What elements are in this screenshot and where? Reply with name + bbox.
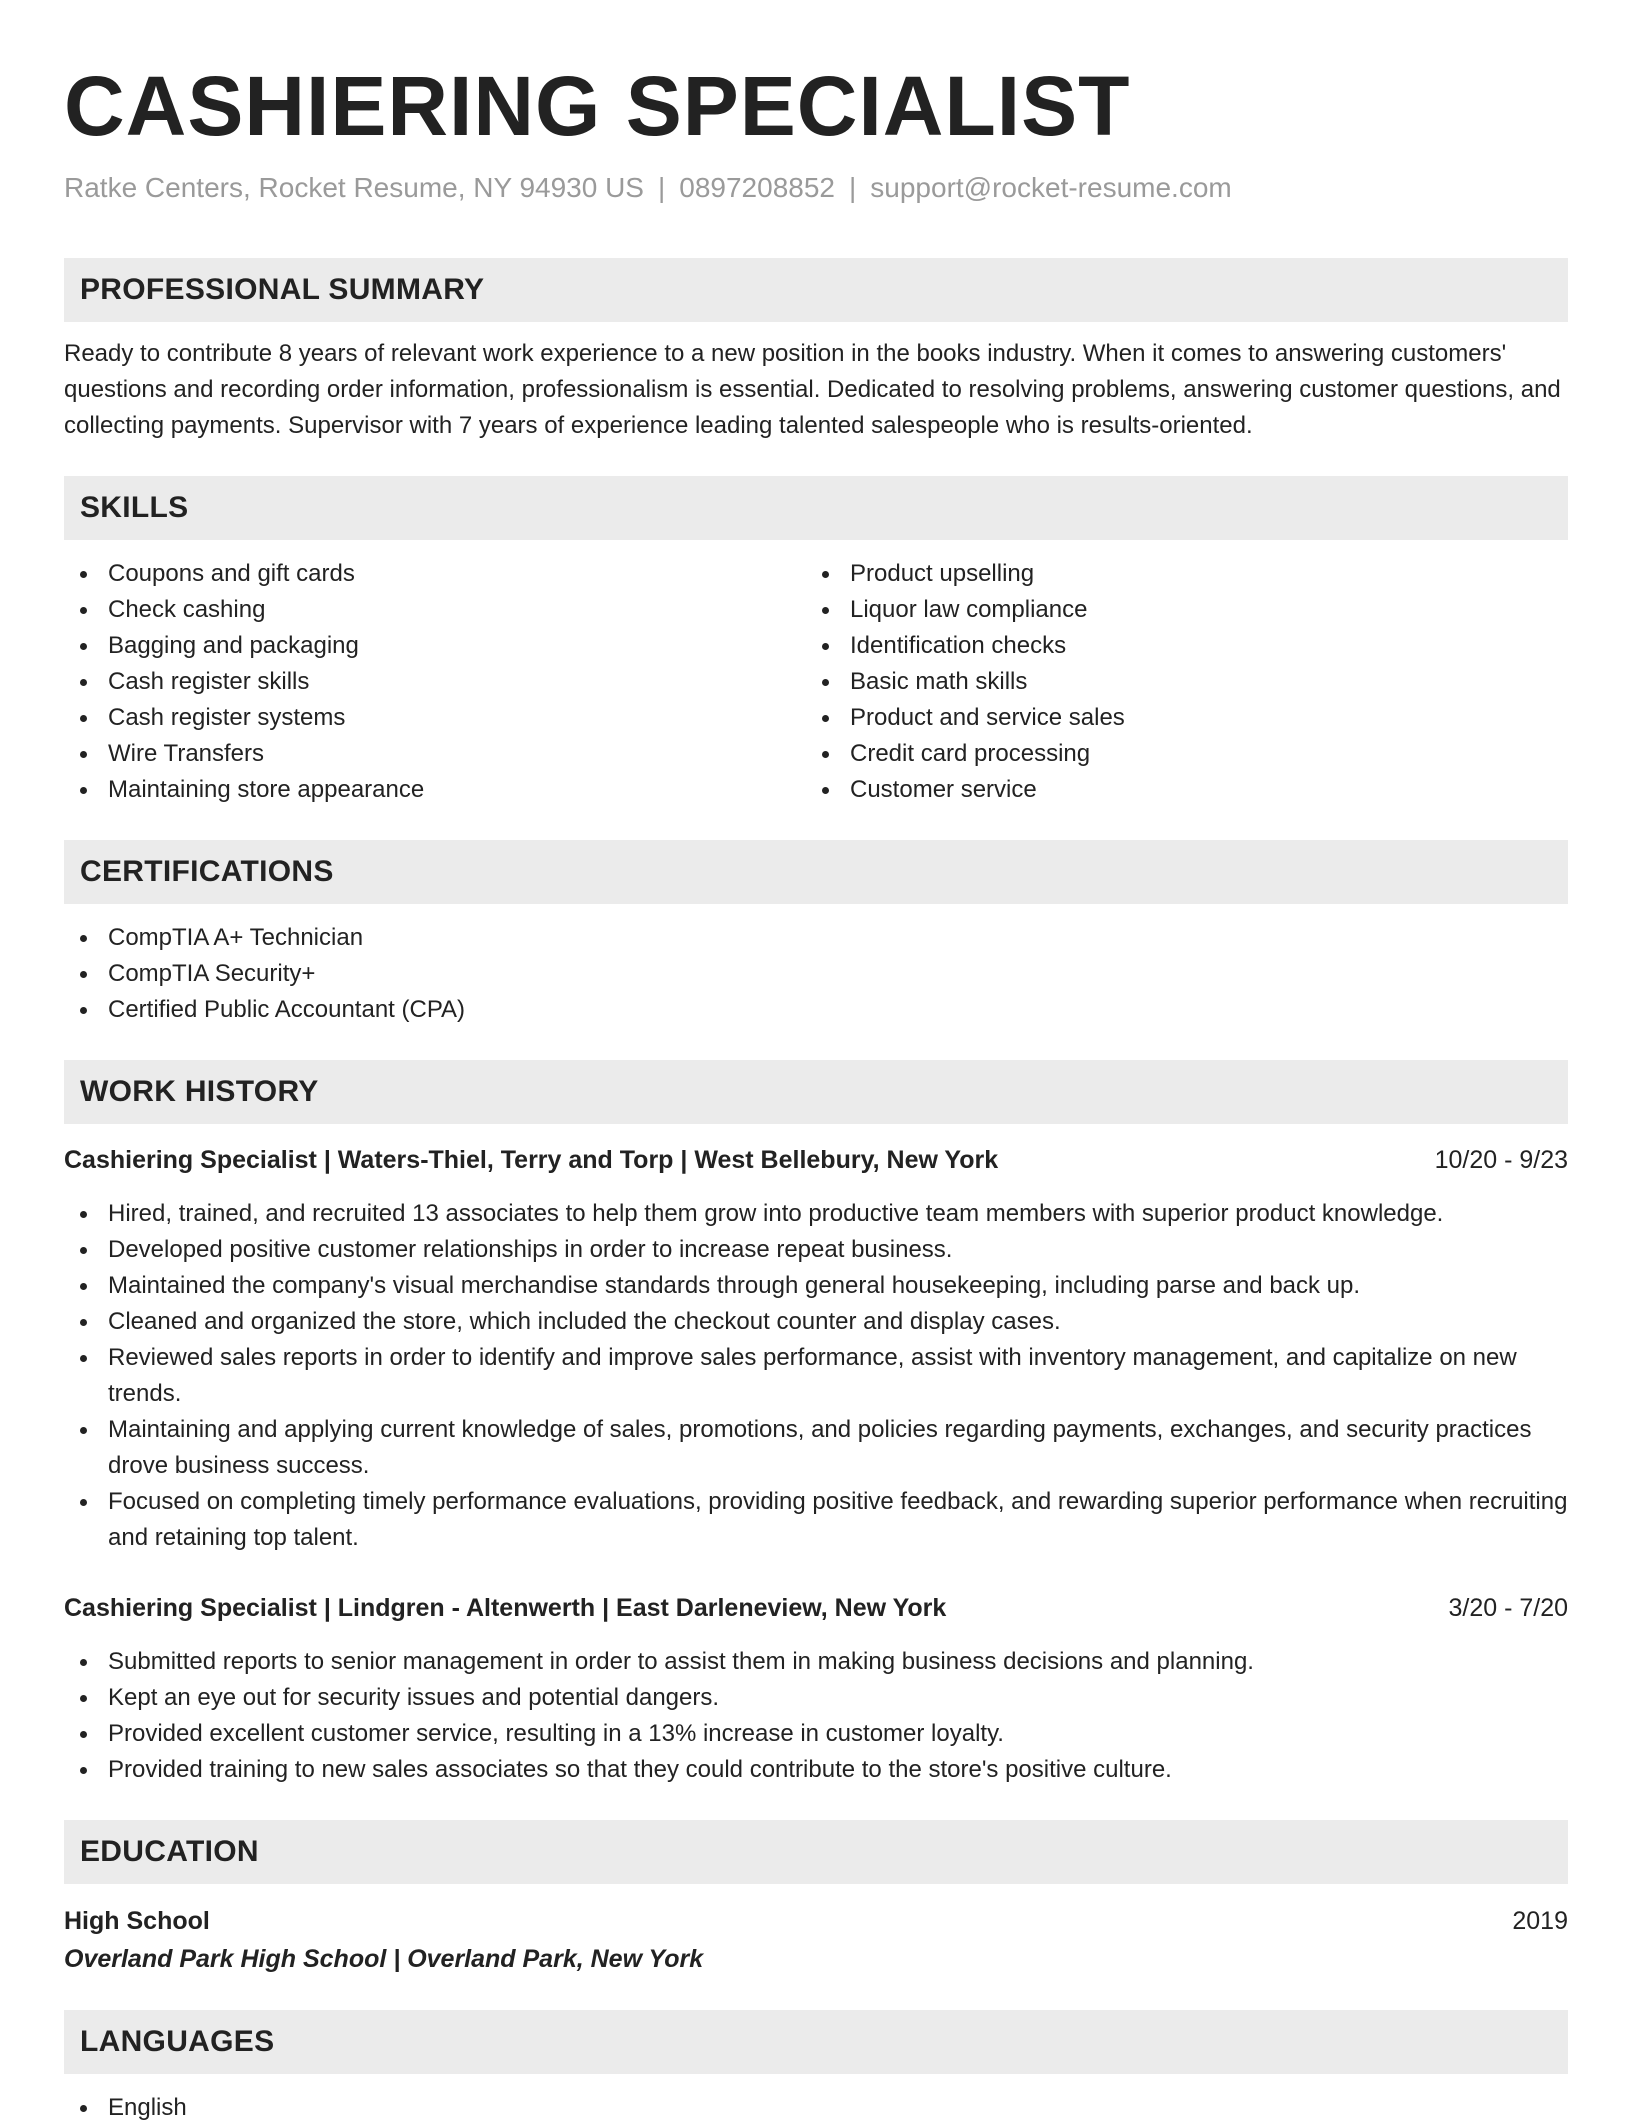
contact-separator: | xyxy=(657,172,666,203)
skills-heading: SKILLS xyxy=(64,476,1568,540)
skill-item: Check cashing xyxy=(64,592,806,628)
job-duty-item: Kept an eye out for security issues and potential dangers. xyxy=(64,1680,1568,1716)
job-header xyxy=(64,1142,1568,1178)
education-degree: High School xyxy=(64,1907,210,1935)
job-duty-item: Submitted reports to senior management in order to assist them in making business decisions and planning. xyxy=(64,1644,1568,1680)
job-duty-item: Developed positive customer relationships in order to increase repeat business. xyxy=(64,1232,1568,1268)
skill-item: Bagging and packaging xyxy=(64,628,806,664)
job-dates: 3/20 - 7/20 xyxy=(1448,1594,1568,1622)
certification-item: Certified Public Accountant (CPA) xyxy=(64,992,1568,1028)
candidate-name: CASHIERING SPECIALIST xyxy=(64,59,1131,153)
languages-heading: LANGUAGES xyxy=(64,2010,1568,2074)
skill-item: Wire Transfers xyxy=(64,736,806,772)
skill-item: Identification checks xyxy=(806,628,1548,664)
skill-item: Product upselling xyxy=(806,556,1548,592)
skill-item: Credit card processing xyxy=(806,736,1548,772)
job-duties-list xyxy=(64,1644,1568,1788)
contact-separator: | xyxy=(849,172,857,203)
job-duties-list xyxy=(64,1196,1568,1556)
skill-item: Cash register skills xyxy=(64,664,806,700)
job-duty-item: Maintaining and applying current knowledge of sales, promotions, and policies regarding payments, exchanges, and security practices drove business success. xyxy=(64,1412,1568,1484)
job-title: Cashiering Specialist | Lindgren - Altenwerth | East Darleneview, New York xyxy=(64,1594,947,1622)
job-duty-item: Hired, trained, and recruited 13 associates to help them grow into productive team members with superior product knowledge. xyxy=(64,1196,1568,1232)
contact-email: support@rocket-resume.com xyxy=(870,172,1232,203)
skill-item: Coupons and gift cards xyxy=(64,556,806,592)
job-duty-item: Maintained the company's visual merchandise standards through general housekeeping, including parse and back up. xyxy=(64,1268,1568,1304)
job-duty-item: Focused on completing timely performance evaluations, providing positive feedback, and rewarding superior performance when recruiting and retaining top talent. xyxy=(64,1484,1568,1556)
summary-heading: PROFESSIONAL SUMMARY xyxy=(64,258,1568,322)
job-duty-item: Reviewed sales reports in order to identify and improve sales performance, assist with inventory management, and capitalize on new trends. xyxy=(64,1340,1568,1412)
languages-list xyxy=(64,2090,1568,2126)
skills-columns xyxy=(64,556,1568,808)
skill-item: Product and service sales xyxy=(806,700,1548,736)
job-duty-item: Provided training to new sales associates so that they could contribute to the store's positive culture. xyxy=(64,1752,1568,1788)
job-duty-item: Cleaned and organized the store, which included the checkout counter and display cases. xyxy=(64,1304,1568,1340)
education-year: 2019 xyxy=(1512,1907,1568,1935)
skills-left-list xyxy=(64,556,806,808)
job-dates: 10/20 - 9/23 xyxy=(1434,1146,1568,1174)
certification-item: CompTIA Security+ xyxy=(64,956,1568,992)
language-item: English xyxy=(64,2090,1568,2126)
skill-item: Liquor law compliance xyxy=(806,592,1548,628)
skill-item: Basic math skills xyxy=(806,664,1548,700)
job-header xyxy=(64,1590,1568,1626)
skills-right-list xyxy=(806,556,1548,808)
certification-item: CompTIA A+ Technician xyxy=(64,920,1568,956)
skill-item: Cash register systems xyxy=(64,700,806,736)
contact-address: Ratke Centers, Rocket Resume, NY 94930 US xyxy=(64,172,644,203)
education-school: Overland Park High School | Overland Park, New York xyxy=(64,1945,704,1973)
certifications-list xyxy=(64,920,1568,1028)
education-heading: EDUCATION xyxy=(64,1820,1568,1884)
education-header xyxy=(64,1902,1568,1940)
work-history-heading: WORK HISTORY xyxy=(64,1060,1568,1124)
contact-phone: 0897208852 xyxy=(679,172,835,203)
certifications-heading: CERTIFICATIONS xyxy=(64,840,1568,904)
job-duty-item: Provided excellent customer service, resulting in a 13% increase in customer loyalty. xyxy=(64,1716,1568,1752)
summary-text: Ready to contribute 8 years of relevant work experience to a new position in the books industry. When it comes to answering customers' questions and recording order information, professionalism is essential. Dedicated to resolving problems, answering customer questions, and collecting payments. Supervisor with 7 years of experience leading talented salespeople who is results-oriented. xyxy=(64,340,1561,439)
skill-item: Maintaining store appearance xyxy=(64,772,806,808)
job-title: Cashiering Specialist | Waters-Thiel, Terry and Torp | West Bellebury, New York xyxy=(64,1146,999,1174)
contact-line xyxy=(64,168,1568,208)
skill-item: Customer service xyxy=(806,772,1548,808)
